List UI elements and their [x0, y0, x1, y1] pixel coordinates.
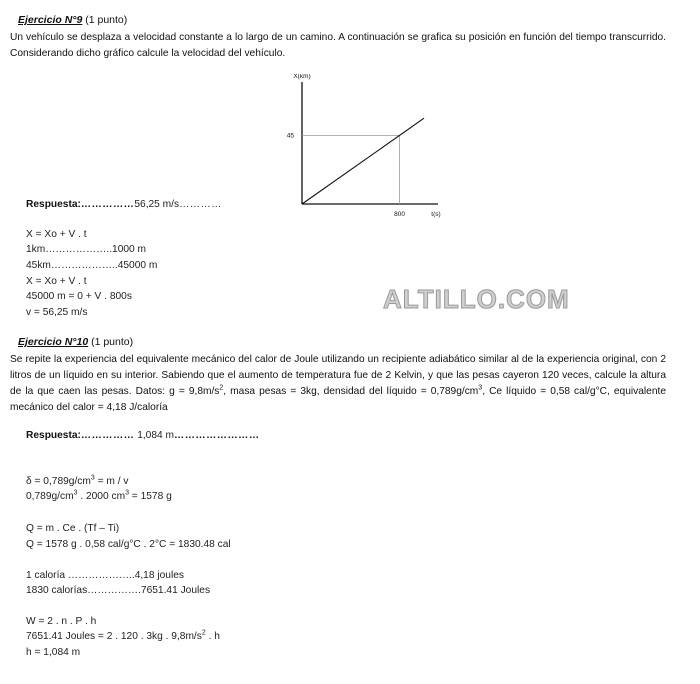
- ex9-label: Ejercicio N°9: [18, 14, 83, 26]
- ex10-statement-part: , masa pesas = 3kg, densidad del líquido = 0,789g/cm: [223, 386, 479, 397]
- ex9-answer-trail: …………: [179, 199, 222, 210]
- superscript: 2: [219, 384, 224, 392]
- mass-calc: [26, 491, 172, 502]
- density-formula: [26, 476, 128, 487]
- ex10-statement-part: Se repite la experiencia del equivalente mecánico del calor de Joule utilizando un recipiente adiabático similar al de la experiencia original, con 2 litros de un líquido en su interior. Sabiendo que el aumento de temperatura fue de 2 Kelvin, y que las pesas cayeron 120 veces, calcule la altura de la que caen las pesas. Datos: g = 9,8m/s: [10, 354, 666, 397]
- ex9-answer-label: Respuesta:: [26, 199, 81, 210]
- x-tick-label: 800: [394, 211, 406, 218]
- ex9-work-line: v = 56,25 m/s: [26, 307, 88, 318]
- ex9-points: (1 punto): [85, 14, 128, 26]
- ex10-statement-part: , Ce líquido = 0,58 cal/g°C, equivalente mecánico del calor = 4,18 J/caloría: [10, 386, 666, 413]
- text-part: . h: [205, 631, 220, 642]
- series-line: [302, 118, 424, 204]
- ex9-work-line: X = Xo + V . t: [26, 229, 87, 240]
- x-axis-label: t(s): [431, 211, 441, 218]
- superscript: 3: [125, 489, 129, 497]
- text-part: δ = 0,789g/cm: [26, 476, 91, 487]
- heat-formula: Q = m . Ce . (Tf – Ti): [26, 523, 120, 534]
- ex10-answer-lead: ……………: [80, 430, 135, 441]
- text-part: . 2000 cm: [77, 491, 126, 502]
- text-part: 7651.41 Joules = 2 . 120 . 3kg . 9,8m/s: [26, 631, 202, 642]
- conversion-line: 1 caloría ………………..4,18 joules: [26, 570, 184, 581]
- text-part: = m / v: [94, 476, 129, 487]
- conversion-line: 1830 calorías…………….7651.41 Joules: [26, 585, 211, 596]
- y-axis-label: X(km): [293, 74, 311, 80]
- ex9-answer-lead: ……………: [80, 199, 135, 210]
- heat-calc: Q = 1578 g . 0,58 cal/g°C . 2°C = 1830.48 cal: [26, 539, 231, 550]
- ex10-statement: [10, 352, 666, 416]
- work-formula: W = 2 . n . P . h: [26, 616, 97, 627]
- ex10-answer: [26, 430, 260, 441]
- ex10-title: [18, 336, 133, 348]
- ex9-work-line: 45000 m = 0 + V . 800s: [26, 291, 132, 302]
- ex9-statement: Un vehículo se desplaza a velocidad constante a lo largo de un camino. A continuación se grafica su posición en función del tiempo transcurrido. Considerando dicho gráfico calcule la velocidad del vehículo.: [10, 32, 666, 59]
- ex9-answer-value: 56,25 m/s: [134, 199, 180, 210]
- ex9-work-line: X = Xo + V . t: [26, 276, 87, 287]
- ex10-answer-label: Respuesta:: [26, 430, 81, 441]
- superscript: 3: [90, 474, 95, 482]
- ex10-label: Ejercicio N°10: [18, 336, 89, 348]
- ex9-work-line: 1km………………..1000 m: [26, 244, 147, 255]
- text-part: = 1578 g: [128, 491, 172, 502]
- work-calc: [26, 631, 220, 642]
- superscript: 3: [478, 384, 483, 392]
- ex10-answer-trail: ……………………: [174, 430, 260, 441]
- ex10-answer-value: 1,084 m: [134, 430, 175, 441]
- ex9-work-line: 45km………………..45000 m: [26, 260, 158, 271]
- superscript: 3: [73, 489, 78, 497]
- ex10-points: (1 punto): [91, 336, 134, 348]
- ex9-answer: [26, 199, 222, 210]
- ex9-title: [18, 14, 127, 26]
- height-result: h = 1,084 m: [26, 647, 81, 658]
- superscript: 2: [201, 629, 206, 637]
- y-tick-label: 45: [286, 132, 294, 140]
- position-time-chart: [272, 74, 462, 224]
- text-part: 0,789g/cm: [26, 491, 74, 502]
- watermark: ALTILLO.COM: [383, 284, 570, 314]
